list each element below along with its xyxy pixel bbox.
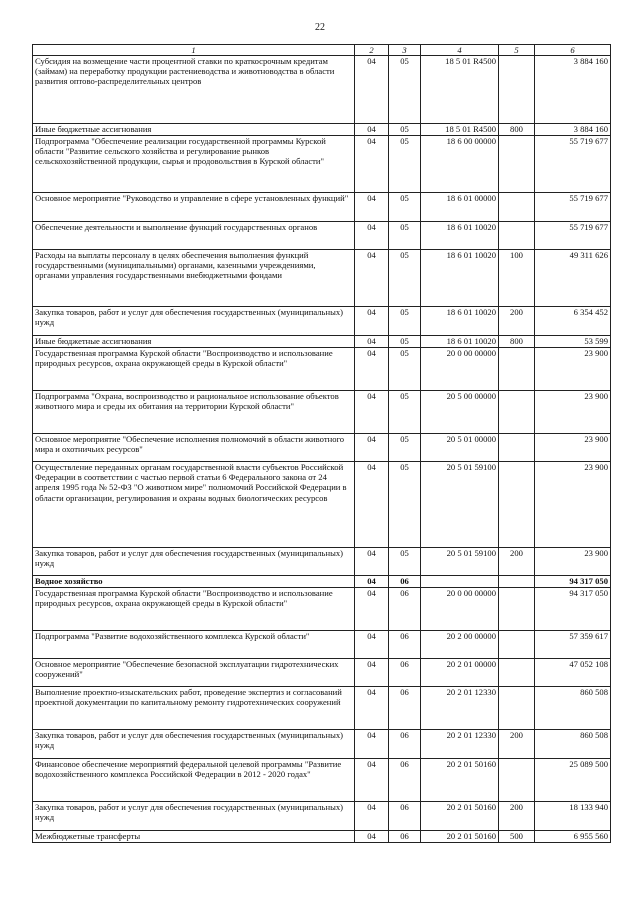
row-amount-cell: 3 884 160 xyxy=(535,124,611,136)
row-section-cell: 04 xyxy=(355,759,389,802)
row-section-cell: 04 xyxy=(355,576,389,588)
row-target-article-cell: 20 5 00 00000 xyxy=(421,391,499,434)
row-target-article-cell: 20 2 01 50160 xyxy=(421,759,499,802)
table-header-row xyxy=(33,45,611,56)
table-row xyxy=(33,56,611,124)
table-row xyxy=(33,659,611,687)
row-subsection-cell: 05 xyxy=(389,124,421,136)
row-amount-cell: 23 900 xyxy=(535,548,611,576)
row-amount-cell: 860 508 xyxy=(535,730,611,759)
row-target-article-cell: 18 6 00 00000 xyxy=(421,136,499,193)
table-row xyxy=(33,222,611,250)
row-expense-type-cell xyxy=(499,759,535,802)
row-amount-cell: 18 133 940 xyxy=(535,802,611,831)
row-subsection-cell: 05 xyxy=(389,222,421,250)
row-target-article-cell: 20 2 01 12330 xyxy=(421,687,499,730)
row-amount-cell: 55 719 677 xyxy=(535,193,611,222)
row-subsection-cell: 06 xyxy=(389,831,421,843)
row-subsection-cell: 06 xyxy=(389,576,421,588)
row-amount-cell: 94 317 050 xyxy=(535,576,611,588)
table-row xyxy=(33,576,611,588)
table-row xyxy=(33,588,611,631)
table-row xyxy=(33,307,611,336)
row-subsection-cell: 05 xyxy=(389,307,421,336)
row-amount-cell: 57 359 617 xyxy=(535,631,611,659)
row-expense-type-cell xyxy=(499,222,535,250)
row-target-article-cell: 20 5 01 59100 xyxy=(421,462,499,548)
table-row xyxy=(33,548,611,576)
row-subsection-cell: 05 xyxy=(389,250,421,307)
column-header-pr: 3 xyxy=(389,45,421,56)
row-target-article-cell: 18 6 01 10020 xyxy=(421,250,499,307)
row-subsection-cell: 05 xyxy=(389,56,421,124)
row-amount-cell: 53 599 xyxy=(535,336,611,348)
row-section-cell: 04 xyxy=(355,730,389,759)
row-section-cell: 04 xyxy=(355,434,389,462)
row-subsection-cell: 05 xyxy=(389,193,421,222)
row-name-cell: Финансовое обеспечение мероприятий федеральной целевой программы "Развитие водохозяйственного комплекса Российской Федерации в 2012 - 2020 годах" xyxy=(33,759,355,802)
row-expense-type-cell: 800 xyxy=(499,124,535,136)
row-name-cell: Государственная программа Курской области "Воспроизводство и использование природных ресурсов, охрана окружающей среды в Курской области" xyxy=(33,588,355,631)
row-name-cell: Закупка товаров, работ и услуг для обеспечения государственных (муниципальных) нужд xyxy=(33,307,355,336)
table-row xyxy=(33,348,611,391)
table-row xyxy=(33,462,611,548)
row-section-cell: 04 xyxy=(355,348,389,391)
row-section-cell: 04 xyxy=(355,588,389,631)
row-name-cell: Водное хозяйство xyxy=(33,576,355,588)
row-amount-cell: 6 955 560 xyxy=(535,831,611,843)
table-row xyxy=(33,336,611,348)
row-amount-cell: 23 900 xyxy=(535,391,611,434)
table-row xyxy=(33,687,611,730)
row-amount-cell: 25 089 500 xyxy=(535,759,611,802)
row-expense-type-cell: 200 xyxy=(499,307,535,336)
row-section-cell: 04 xyxy=(355,802,389,831)
row-subsection-cell: 05 xyxy=(389,136,421,193)
row-subsection-cell: 06 xyxy=(389,687,421,730)
row-target-article-cell: 18 6 01 00000 xyxy=(421,193,499,222)
row-name-cell: Осуществление переданных органам государственной власти субъектов Российской Федерации в соответствии с частью первой статьи 6 Федерального закона от 24 апреля 1995 года № 52-ФЗ "О животном мире" полномочий Российской Федерации в области организации, регулирования и охраны водных биологических ресурсов xyxy=(33,462,355,548)
row-target-article-cell: 20 2 01 12330 xyxy=(421,730,499,759)
row-subsection-cell: 05 xyxy=(389,462,421,548)
row-expense-type-cell: 200 xyxy=(499,730,535,759)
table-row xyxy=(33,730,611,759)
table-row xyxy=(33,250,611,307)
row-expense-type-cell xyxy=(499,576,535,588)
row-target-article-cell: 18 5 01 R4500 xyxy=(421,56,499,124)
row-name-cell: Основное мероприятие "Обеспечение безопасной эксплуатации гидротехнических сооружений" xyxy=(33,659,355,687)
table-row xyxy=(33,759,611,802)
row-section-cell: 04 xyxy=(355,307,389,336)
row-subsection-cell: 05 xyxy=(389,336,421,348)
row-subsection-cell: 05 xyxy=(389,391,421,434)
row-name-cell: Межбюджетные трансферты xyxy=(33,831,355,843)
row-section-cell: 04 xyxy=(355,548,389,576)
row-section-cell: 04 xyxy=(355,659,389,687)
row-expense-type-cell xyxy=(499,56,535,124)
row-expense-type-cell xyxy=(499,193,535,222)
row-name-cell: Подпрограмма "Обеспечение реализации государственной программы Курской области "Развитие сельского хозяйства и регулирование рынков сельскохозяйственной продукции, сырья и продовольствия в Курской области" xyxy=(33,136,355,193)
row-name-cell: Закупка товаров, работ и услуг для обеспечения государственных (муниципальных) нужд xyxy=(33,802,355,831)
row-subsection-cell: 06 xyxy=(389,802,421,831)
row-expense-type-cell xyxy=(499,659,535,687)
row-subsection-cell: 06 xyxy=(389,730,421,759)
row-subsection-cell: 06 xyxy=(389,759,421,802)
row-name-cell: Основное мероприятие "Обеспечение исполнения полномочий в области животного мира и охотничьих ресурсов" xyxy=(33,434,355,462)
row-expense-type-cell: 500 xyxy=(499,831,535,843)
row-amount-cell: 23 900 xyxy=(535,462,611,548)
row-section-cell: 04 xyxy=(355,222,389,250)
row-name-cell: Закупка товаров, работ и услуг для обеспечения государственных (муниципальных) нужд xyxy=(33,548,355,576)
row-section-cell: 04 xyxy=(355,124,389,136)
table-row xyxy=(33,831,611,843)
row-target-article-cell: 18 6 01 10020 xyxy=(421,307,499,336)
row-section-cell: 04 xyxy=(355,631,389,659)
row-amount-cell: 23 900 xyxy=(535,348,611,391)
row-target-article-cell: 20 5 01 00000 xyxy=(421,434,499,462)
row-amount-cell: 47 052 108 xyxy=(535,659,611,687)
row-section-cell: 04 xyxy=(355,391,389,434)
row-subsection-cell: 06 xyxy=(389,631,421,659)
row-name-cell: Субсидия на возмещение части процентной ставки по краткосрочным кредитам (займам) на переработку продукции растениеводства и животноводства в области развития оптово-распределительных центров xyxy=(33,56,355,124)
row-target-article-cell: 20 2 01 50160 xyxy=(421,831,499,843)
row-name-cell: Закупка товаров, работ и услуг для обеспечения государственных (муниципальных) нужд xyxy=(33,730,355,759)
row-section-cell: 04 xyxy=(355,56,389,124)
row-expense-type-cell xyxy=(499,588,535,631)
row-amount-cell: 860 508 xyxy=(535,687,611,730)
row-expense-type-cell: 100 xyxy=(499,250,535,307)
row-section-cell: 04 xyxy=(355,136,389,193)
table-row xyxy=(33,391,611,434)
row-section-cell: 04 xyxy=(355,462,389,548)
table-row xyxy=(33,434,611,462)
row-name-cell: Иные бюджетные ассигнования xyxy=(33,336,355,348)
row-target-article-cell: 20 2 00 00000 xyxy=(421,631,499,659)
row-name-cell: Расходы на выплаты персоналу в целях обеспечения выполнения функций государственными (муниципальными) органами, казенными учреждениями, органами управления государственными внебюджетными фондами xyxy=(33,250,355,307)
row-target-article-cell: 18 5 01 R4500 xyxy=(421,124,499,136)
row-name-cell: Государственная программа Курской области "Воспроизводство и использование природных ресурсов, охрана окружающей среды в Курской области" xyxy=(33,348,355,391)
row-expense-type-cell xyxy=(499,434,535,462)
row-name-cell: Основное мероприятие "Руководство и управление в сфере установленных функций" xyxy=(33,193,355,222)
budget-table xyxy=(32,44,611,843)
row-section-cell: 04 xyxy=(355,250,389,307)
row-subsection-cell: 05 xyxy=(389,434,421,462)
row-target-article-cell: 20 2 01 50160 xyxy=(421,802,499,831)
row-expense-type-cell xyxy=(499,391,535,434)
row-expense-type-cell xyxy=(499,631,535,659)
row-amount-cell: 49 311 626 xyxy=(535,250,611,307)
row-name-cell: Выполнение проектно-изыскательских работ, проведение экспертиз и согласований проектной документации по капитальному ремонту гидротехнических сооружений xyxy=(33,687,355,730)
row-subsection-cell: 06 xyxy=(389,659,421,687)
row-target-article-cell: 18 6 01 10020 xyxy=(421,222,499,250)
row-section-cell: 04 xyxy=(355,336,389,348)
row-expense-type-cell: 200 xyxy=(499,802,535,831)
table-row xyxy=(33,631,611,659)
row-subsection-cell: 05 xyxy=(389,548,421,576)
row-subsection-cell: 06 xyxy=(389,588,421,631)
row-target-article-cell: 20 0 00 00000 xyxy=(421,588,499,631)
row-amount-cell: 23 900 xyxy=(535,434,611,462)
table-row xyxy=(33,802,611,831)
row-target-article-cell: 18 6 01 10020 xyxy=(421,336,499,348)
row-name-cell: Обеспечение деятельности и выполнение функций государственных органов xyxy=(33,222,355,250)
table-row xyxy=(33,193,611,222)
row-target-article-cell: 20 5 01 59100 xyxy=(421,548,499,576)
row-expense-type-cell xyxy=(499,136,535,193)
row-target-article-cell: 20 2 01 00000 xyxy=(421,659,499,687)
row-target-article-cell xyxy=(421,576,499,588)
row-expense-type-cell: 800 xyxy=(499,336,535,348)
row-name-cell: Иные бюджетные ассигнования xyxy=(33,124,355,136)
row-section-cell: 04 xyxy=(355,193,389,222)
table-row xyxy=(33,136,611,193)
row-name-cell: Подпрограмма "Охрана, воспроизводство и рациональное использование объектов животного мира и среды их обитания на территории Курской области" xyxy=(33,391,355,434)
row-name-cell: Подпрограмма "Развитие водохозяйственного комплекса Курской области" xyxy=(33,631,355,659)
column-header-csr: 4 xyxy=(421,45,499,56)
column-header-rz: 2 xyxy=(355,45,389,56)
row-amount-cell: 3 884 160 xyxy=(535,56,611,124)
table-row xyxy=(33,124,611,136)
row-section-cell: 04 xyxy=(355,831,389,843)
column-header-sum: 6 xyxy=(535,45,611,56)
row-expense-type-cell xyxy=(499,687,535,730)
column-header-vr: 5 xyxy=(499,45,535,56)
row-expense-type-cell xyxy=(499,462,535,548)
row-expense-type-cell: 200 xyxy=(499,548,535,576)
row-amount-cell: 55 719 677 xyxy=(535,222,611,250)
table-body xyxy=(33,56,611,843)
row-target-article-cell: 20 0 00 00000 xyxy=(421,348,499,391)
row-amount-cell: 6 354 452 xyxy=(535,307,611,336)
row-amount-cell: 55 719 677 xyxy=(535,136,611,193)
row-section-cell: 04 xyxy=(355,687,389,730)
row-amount-cell: 94 317 050 xyxy=(535,588,611,631)
row-subsection-cell: 05 xyxy=(389,348,421,391)
column-header-name: 1 xyxy=(33,45,355,56)
page-number: 22 xyxy=(315,22,325,33)
row-expense-type-cell xyxy=(499,348,535,391)
